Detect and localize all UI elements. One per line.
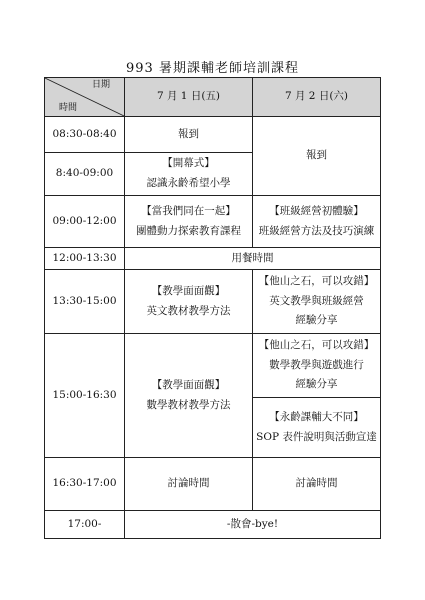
cell-line: 【班級經營初體驗】 [269,204,364,217]
day2-cell [253,458,381,511]
day1-cell [125,270,253,334]
time-cell: 12:00-13:30 [45,248,125,270]
cell-line: 討論時間 [295,477,338,490]
table-row [45,511,381,539]
time-cell: 08:30-08:40 [45,117,125,153]
day2-cell [253,117,381,196]
cell-line: 【教學面面觀】 [151,378,226,391]
table-row [45,458,381,511]
cell-line: 英文教學與班級經營 [269,294,364,307]
schedule-table [44,77,381,539]
cell-line: 經驗分享 [295,314,338,327]
header-row [45,78,381,117]
cell-line: 【他山之石，可以攻錯】 [258,338,375,351]
day1-cell [125,117,253,153]
day2-cell [253,270,381,334]
day1-cell [125,153,253,196]
cell-line: 用餐時間 [231,251,274,264]
table-row [45,248,381,270]
cell-line: 英文教材教學方法 [146,304,231,317]
merged-cell [125,511,381,539]
cell-line: 報到 [306,149,327,162]
day2-header: 7 月 2 日(六) [253,78,381,117]
day1-cell [125,458,253,511]
day2-cell [253,196,381,248]
table-row [45,196,381,248]
cell-line: 【永齡課輔大不同】 [269,410,364,423]
cell-line: 【教學面面觀】 [151,284,226,297]
cell-line: 團體動力探索教育課程 [136,224,241,237]
day1-header: 7 月 1 日(五) [125,78,253,117]
cell-line: 討論時間 [167,477,210,490]
time-cell: 15:00-16:30 [45,334,125,458]
cell-line: 認識永齡希望小學 [146,177,231,189]
diagonal-divider [45,78,124,116]
table-row [45,117,381,153]
cell-line: SOP 表件說明與活動宣達 [256,430,377,443]
time-cell: 17:00- [45,511,125,539]
time-cell: 09:00-12:00 [45,196,125,248]
merged-cell [125,248,381,270]
page-title: 993 暑期課輔老師培訓課程 [126,61,299,76]
time-cell: 16:30-17:00 [45,458,125,511]
day2-cell [253,398,381,458]
cell-line: 【他山之石，可以攻錯】 [258,274,375,287]
cell-line: 班級經營方法及技巧演練 [258,224,375,237]
day2-cell [253,334,381,398]
cell-line: 【開幕式】 [162,157,215,170]
cell-line: 經驗分享 [295,378,338,391]
table-row [45,270,381,334]
cell-line: -散會-bye! [226,517,279,530]
cell-line: 數學教學與遊戲進行 [269,358,364,371]
time-cell: 13:30-15:00 [45,270,125,334]
corner-cell [45,78,125,117]
cell-line: 數學教材教學方法 [146,398,231,411]
day1-cell [125,334,253,458]
corner-time-label: 時間 [59,103,78,113]
cell-line: 【當我們同在一起】 [141,204,236,217]
table-row [45,334,381,398]
time-cell: 8:40-09:00 [45,153,125,196]
day1-cell [125,196,253,248]
cell-line: 報到 [178,127,199,140]
corner-date-label: 日期 [91,80,110,90]
